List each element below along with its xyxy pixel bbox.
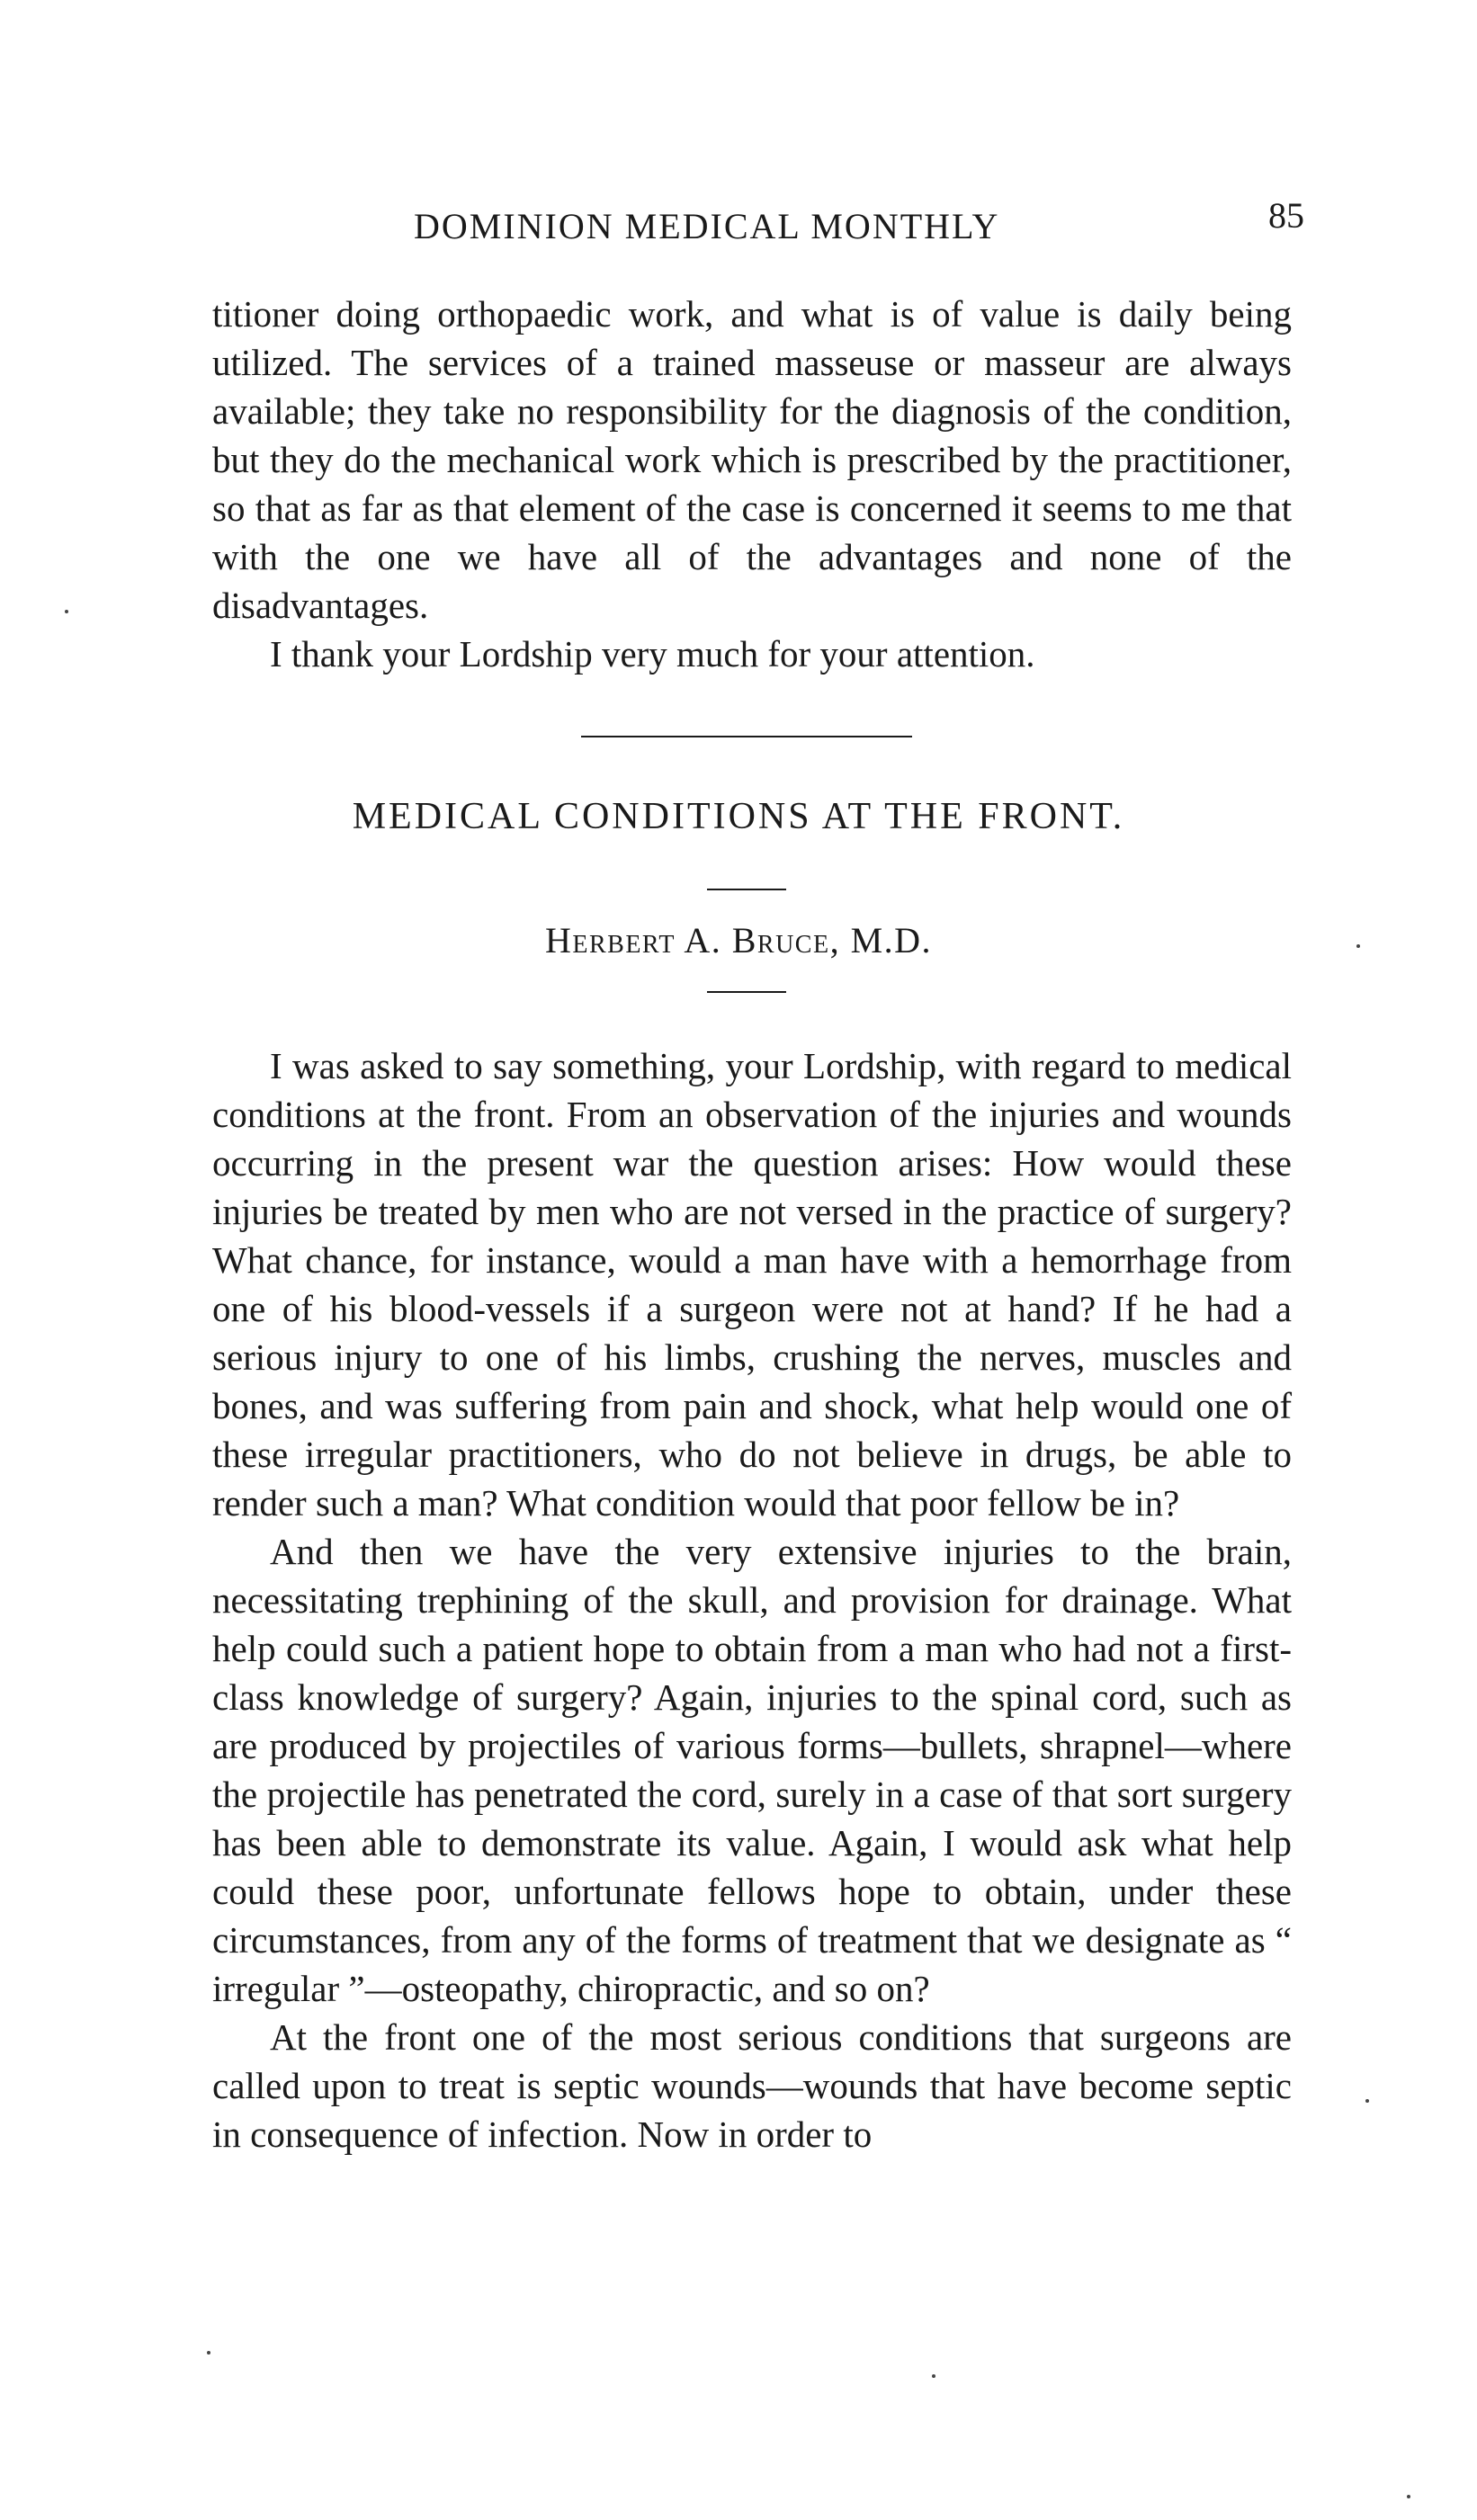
- title-rule: [707, 889, 786, 890]
- continuation-text: [212, 290, 1292, 678]
- paper-speck: [1365, 2099, 1369, 2103]
- paper-speck: [1356, 944, 1360, 948]
- journal-title: DOMINION MEDICAL MONTHLY: [414, 206, 1000, 246]
- page-number: 85: [1268, 195, 1304, 236]
- body-paragraph: I was asked to say something, your Lordship, with regard to medical conditions at the front. From an observation of the injuries and wounds occurring in the present war the question arises: How would these injuries be treated by men who are not versed in the practice of surgery? What chance, for instance, would a man have with a hemorrhage from one of his blood-vessels if a surgeon were not at hand? If he had a serious injury to one of his limbs, crushing the nerves, muscles and bones, and was suffering from pain and shock, what help would one of these irregular practitioners, who do not believe in drugs, be able to render such a man? What condition would that poor fellow be in?: [212, 1045, 1292, 1524]
- paper-speck: [1407, 2495, 1410, 2498]
- paper-speck: [932, 2374, 935, 2378]
- running-head: [0, 195, 1477, 259]
- article-author: [0, 919, 1477, 961]
- closing-paragraph: I thank your Lordship very much for your attention.: [270, 633, 1035, 675]
- article-title: MEDICAL CONDITIONS AT THE FRONT.: [352, 796, 1125, 837]
- section-divider: [581, 736, 912, 737]
- body-paragraph: At the front one of the most serious conditions that surgeons are called upon to treat is septic wounds—wounds that have become septic in consequence of infection. Now in order to: [212, 2016, 1292, 2155]
- paper-speck: [65, 610, 68, 613]
- continuation-paragraph: titioner doing orthopaedic work, and what is of value is daily being utilized. The services of a trained masseuse or masseur are always available; they take no responsibility for the diagnosis of the condition, but they do the mechanical work which is prescribed by the practitioner, so that as far as that element of the case is concerned it seems to me that with the one we have all of the advantages and none of the disadvantages.: [212, 293, 1292, 626]
- author-rule: [707, 991, 786, 993]
- article-body: [212, 1041, 1292, 2158]
- body-paragraph: And then we have the very extensive injuries to the brain, necessitating trephining of the skull, and provision for drainage. What help could such a patient hope to obtain from a man who had not a first-class knowledge of surgery? Again, injuries to the spinal cord, such as are produced by projectiles of various forms—bullets, shrapnel—where the projectile has penetrated the cord, surely in a case of that sort surgery has been able to demonstrate its value. Again, I would ask what help could these poor, unfortunate fellows hope to obtain, under these circumstances, from any of the forms of treatment that we designate as “ irregular ”—osteopathy, chiropractic, and so on?: [212, 1531, 1292, 2009]
- author-name: Herbert A. Bruce, M.D.: [544, 920, 933, 961]
- paper-speck: [207, 2351, 210, 2355]
